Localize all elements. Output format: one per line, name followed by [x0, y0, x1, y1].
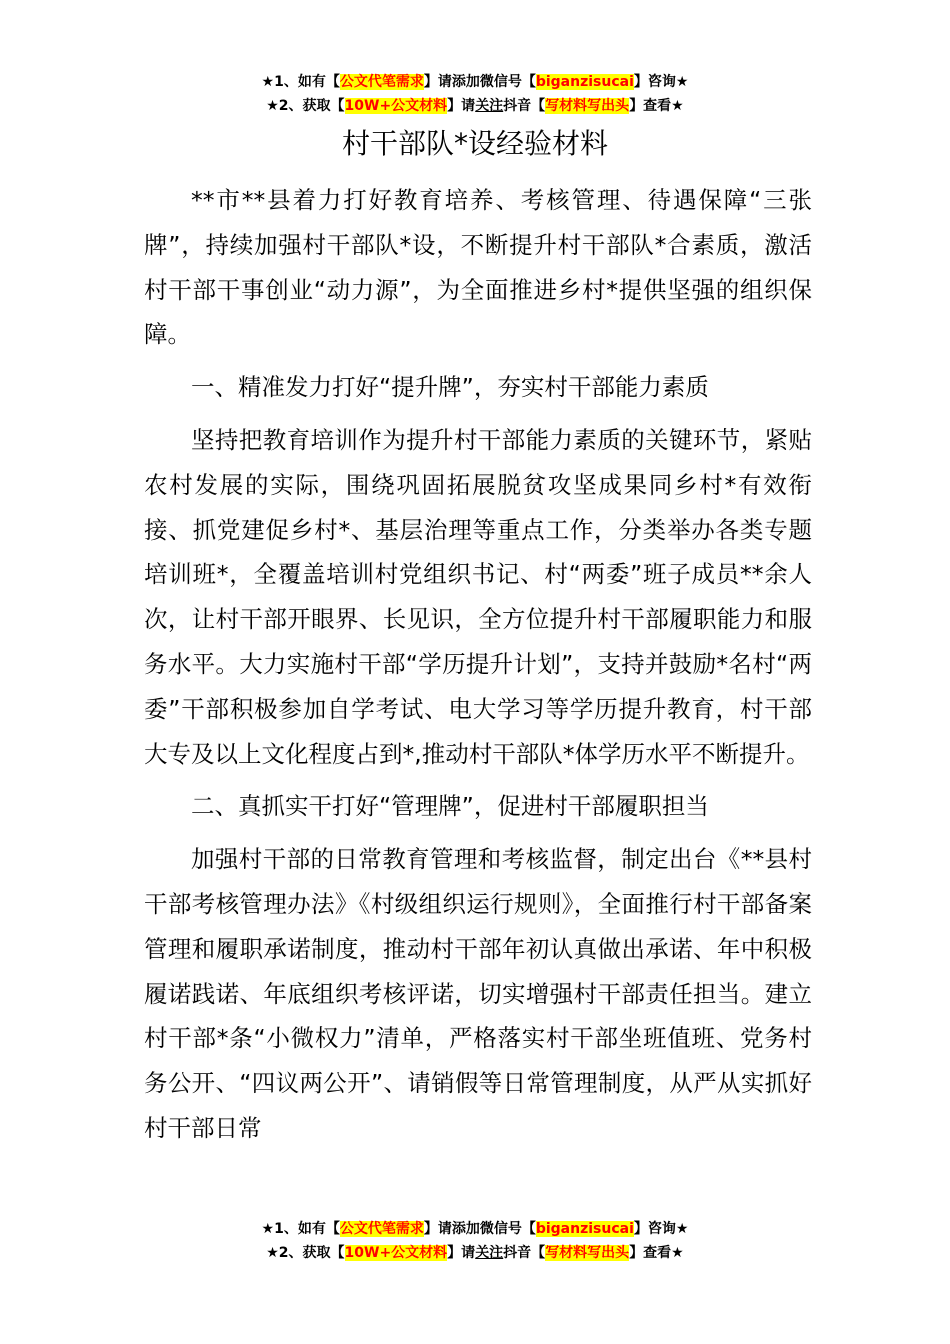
- highlight-douyin-account: 写材料写出头: [545, 1245, 630, 1261]
- document-title: 村干部队*设经验材料: [341, 127, 608, 160]
- section-heading-1: 一、精准发力打好“提升牌”，夯实村干部能力素质: [191, 373, 709, 402]
- intro-paragraph: **市**县着力打好教育培养、考核管理、待遇保障“三张牌”，持续加强村干部队*设，不断提升村干部队*合素质，激活村干部干事创业“动力源”，为全面推进乡村*提供坚强的组织保障。: [144, 186, 812, 349]
- highlight-douyin-account: 写材料写出头: [545, 98, 630, 114]
- highlight-wechat-id: biganzisucai: [535, 74, 634, 90]
- underlined-follow: 关注: [475, 1245, 504, 1261]
- banner-text: 】请添加微信号【: [423, 1221, 536, 1237]
- highlight-service: 公文代笔需求: [339, 74, 424, 90]
- banner-text: 】请: [447, 98, 476, 114]
- banner-text: ★2、获取【: [266, 98, 345, 114]
- banner-text: ★2、获取【: [266, 1245, 345, 1261]
- banner-text: 抖音【: [503, 98, 546, 114]
- banner-text: 】查看★: [629, 98, 684, 114]
- banner-text: ★1、如有【: [261, 74, 340, 90]
- highlight-wechat-id: biganzisucai: [535, 1221, 634, 1237]
- banner-text: 】请: [447, 1245, 476, 1261]
- banner-line-2: [0, 94, 950, 118]
- banner-text: ★1、如有【: [261, 1221, 340, 1237]
- section-1-paragraph: 坚持把教育培训作为提升村干部能力素质的关键环节，紧贴农村发展的实际，围绕巩固拓展脱贫攻坚成果同乡村*有效衔接、抓党建促乡村*、基层治理等重点工作，分类举办各类专题培训班*，全覆盖培训村党组织书记、村“两委”班子成员**余人次，让村干部开眼界、长见识，全方位提升村干部履职能力和服务水平。大力实施村干部“学历提升计划”，支持并鼓励*名村“两委”干部积极参加自学考试、电大学习等学历提升教育，村干部大专及以上文化程度占到*,推动村干部队*体学历水平不断提升。: [144, 425, 812, 768]
- section-2-paragraph: 加强村干部的日常教育管理和考核监督，制定出台《**县村干部考核管理办法》《村级组织运行规则》，全面推行村干部备案管理和履职承诺制度，推动村干部年初认真做出承诺、年中积极履诺践诺、年底组织考核评诺，切实增强村干部责任担当。建立村干部*条“小微权力”清单，严格落实村干部坐班值班、党务村务公开、“四议两公开”、请销假等日常管理制度，从严从实抓好村干部日常: [144, 845, 812, 1142]
- banner-text: 】咨询★: [633, 1221, 689, 1237]
- banner-line-1: [0, 70, 950, 94]
- highlight-materials: 10W+公文材料: [344, 1245, 448, 1261]
- underlined-follow: 关注: [475, 98, 504, 114]
- banner-line-2: [0, 1241, 950, 1265]
- bottom-banner: [0, 1217, 950, 1265]
- highlight-materials: 10W+公文材料: [344, 98, 448, 114]
- banner-text: 】查看★: [629, 1245, 684, 1261]
- banner-text: 】咨询★: [633, 74, 689, 90]
- banner-text: 抖音【: [503, 1245, 546, 1261]
- highlight-service: 公文代笔需求: [339, 1221, 424, 1237]
- section-heading-2: 二、真抓实干打好“管理牌”，促进村干部履职担当: [191, 792, 709, 821]
- top-banner: [0, 70, 950, 118]
- banner-line-1: [0, 1217, 950, 1241]
- document-body: [144, 178, 812, 1151]
- banner-text: 】请添加微信号【: [423, 74, 536, 90]
